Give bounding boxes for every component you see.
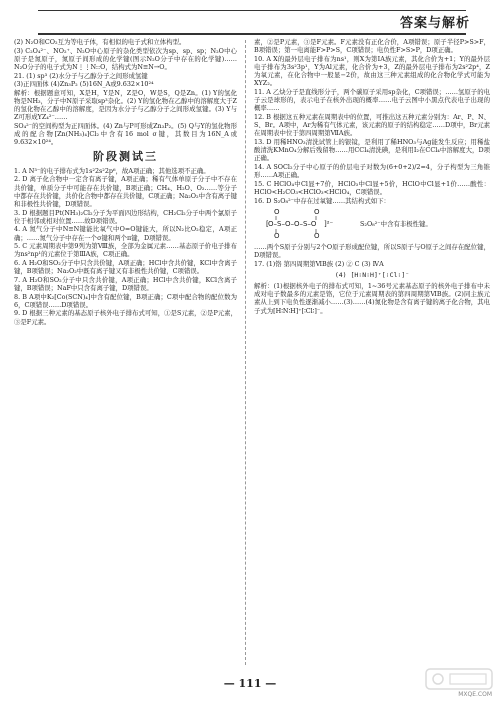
answer-item: 3. D 根据题目Pt(NH₃)₂Cl₂分子为平面四边形结构，CH₂Cl₂分子中两个氯原子位于相邻或相对位置……故D项错误。 xyxy=(14,208,237,225)
structure-caption: S₂O₈²⁻中含有非极性键。 xyxy=(360,219,432,228)
left-column xyxy=(14,38,237,326)
section-title: 阶段测试三 xyxy=(93,149,158,163)
answer-item: 11. A 乙炔分子是直线形分子，两个碳原子采用sp杂化，C项错误；……氢原子的电子云是球形的，表示电子在核外出现的概率……电子云图中小黑点代表电子出现的概率…… xyxy=(254,88,490,113)
answer-item: 6. A H₂O和SO₂分子中只含共价键，A项正确；HCl中含共价键，KCl中含离子键，B项错误；Na₂O₂中既有离子键又有非极性共价键，C项错误。 xyxy=(14,258,237,276)
answer-item: ……两个S原子分别与2个O原子形成配位键，所以S原子与O原子之间存在配位键，D项错误。 xyxy=(254,242,490,259)
explanation-paragraph: 解析：(1)根据核外电子的排布式可知，1~36号元素基态原子的核外电子排布中未成对电子数最多的元素是铬，它位于元素周期表的第四周期第ⅥB族。(2)同主族元素从上到下电负性逐渐减小……(3)……(4)氮化物是含有离子键的离子化合物，其电子式为[H∶N∶H]⁺[∶Cl∶]⁻。 xyxy=(254,282,490,315)
top-rule xyxy=(38,10,466,11)
answer-item: 9. D 根据三种元素的基态原子核外电子排布式可知，①是S元素，②是P元素，③是F元素。 xyxy=(14,309,237,326)
text-paragraph: (3) C₂O₄²⁻、NO₂⁺、N₂O中心原子的杂化类型依次为sp、sp、sp；N₂O中心原子是氮原子，氮原子间形成的化学键(图示N₂O分子中存在的化学键)……N₂O分子的电子式为N⋮⋮N::O，结构式为N≡N→O。 xyxy=(14,46,237,71)
watermark-text: MXQE.COM xyxy=(458,691,492,698)
text-paragraph: 21. (1) sp³ (2)水分子与乙醇分子之间形成氢键 xyxy=(14,71,148,80)
column-divider xyxy=(245,40,246,665)
electron-formula: (4) [H∶N∶H]⁺[∶Cl∶]⁻ xyxy=(334,270,410,279)
answer-item: 10. A X的最外层电子排布为ns¹，则X为第ⅠA族元素，其化合价为+1；Y的最外层电子排布为3s²3p¹，Y为Al元素，化合价为+3，Z的最外层电子排布为2s²2p⁴，Z为氧元素，在化合物中一般显−2价，故由这三种元素组成的化合物化学式可能为XYZ₂。 xyxy=(254,54,490,88)
svg-text:O: O xyxy=(274,231,280,239)
answer-item: 12. B 根据这五种元素在周期表中的位置，可推出这五种元素分别为：Ar、P、N、S、Br。A项中，Ar为稀有气体元素，该元素的原子的结构稳定……D项中，Br元素在周期表中位于第四周期第ⅦA族。 xyxy=(254,113,490,138)
answer-item: 14. A SOCl₂分子中心原子的价层电子对数为(6+0+2)/2=4，分子构型为三角锥形……A项正确。 xyxy=(254,163,490,180)
answer-item: 5. C 元素周期表中第9列为第Ⅷ族，全部为金属元素……基态原子价电子排布为ns²np¹的元素位于第ⅢA族，C项正确。 xyxy=(14,242,237,259)
answer-item: 素，②是P元素，③是F元素。F元素没有正化合价，A项错误；原子半径P>S>F，B项错误；第一电离能F>P>S，C项错误；电负性F>S>P，D项正确。 xyxy=(254,38,490,55)
header-rule xyxy=(38,33,466,35)
answer-item: 2. D 离子化合物中一定含有离子键，A项正确；稀有气体单原子分子中不存在共价键，单质分子中可能存在共价键，B项正确；CH₄、H₂O、O₂……等分子中都存在共价键，共价化合物中都存在共价键，C项正确；Na₂O₂中含有离子键和非极性共价键，D项错误。 xyxy=(14,175,237,208)
answer-item: 7. A H₂O和SO₂分子中只含共价键，A项正确；HCl中含共价键，KCl含离子键，B项错误；NaF中只含有离子键，D项错误。 xyxy=(14,275,237,292)
explanation-paragraph: 解析：根据题意可知，X是H，Y是N，Z是O，W是S，Q是Zn。(1) Y的氢化物是NH₃，分子中N原子采取sp³杂化。(2) Y的氢化物在乙醇中的溶解度大于Z的氢化物在乙醇中的溶解度，是因为水分子与乙醇分子之间形成氢键。(3) Y与Z可形成YZ₄²⁻…… xyxy=(14,88,237,122)
svg-text:]²⁻: ]²⁻ xyxy=(324,219,334,228)
text-paragraph: (3)正四面体 (4)Zn₃P₂ (5)16N_A或9.632×10²⁴ xyxy=(14,80,154,89)
header-title: 答案与解析 xyxy=(396,12,470,31)
answer-item: 16. D S₂O₈²⁻中存在过氧键……其结构式如下： xyxy=(254,196,390,205)
text-paragraph: SO₄²⁻的空间构型为正四面体。(4) Zn与P可形成Zn₃P₂。(5) Q与Y的氢化物形成的配合物[Zn(NH₃)₄]Cl₂中含有16 mol σ键，其数目为16N_A或9.632×10²⁴。 xyxy=(14,121,237,147)
page-number: — 111 — xyxy=(223,677,277,690)
answer-item: 13. D 用稀HNO₃清洗试管上的银镜，是利用了稀HNO₃与Ag能发生反应；用稀盐酸清洗KMnO₄分解后残留物……用CCl₄清洗碘，是利用I₂在CCl₄中溶解度大，D项正确。 xyxy=(254,138,490,163)
answer-item: 4. A 氮气分子中N≡N键能比氧气中O=O键能大，所以N₂比O₂稳定，A项正确；……氮气分子中存在一个σ键和两个π键，D项错误。 xyxy=(14,225,237,242)
svg-text:[: [ xyxy=(266,219,269,228)
text-paragraph: (2) N₂O和CO₂互为等电子体，有相似的电子式和立体构型。 xyxy=(14,38,186,46)
svg-text:O: O xyxy=(314,231,320,239)
answer-item: 1. A N³⁻的电子排布式为1s²2s²2p⁶，故A项正确；其他选项不正确。 xyxy=(14,166,210,175)
svg-text:O–S–O–O–S–O: O–S–O–O–S–O xyxy=(268,219,317,228)
structure-formula xyxy=(264,209,490,239)
answer-item: 15. C HClO₄中Cl显+7价，HClO₃中Cl显+5价，HClO中Cl显+1价……酸性：HClO<H₂CO₃<HClO₃<HClO₄，C项错误。 xyxy=(254,179,490,196)
svg-text:O: O xyxy=(314,208,320,216)
answer-item: 8. B A项中K₂[Co(SCN)₄]中含有配位键，B项正确；C项中配合物的配位数为6，C项错误……D项错误。 xyxy=(14,292,237,309)
svg-text:O: O xyxy=(274,208,280,216)
right-column xyxy=(254,38,490,315)
answer-item: 17. (1)铬 第四周期第ⅥB族 (2) ② C (3) ⅣA xyxy=(254,259,384,268)
